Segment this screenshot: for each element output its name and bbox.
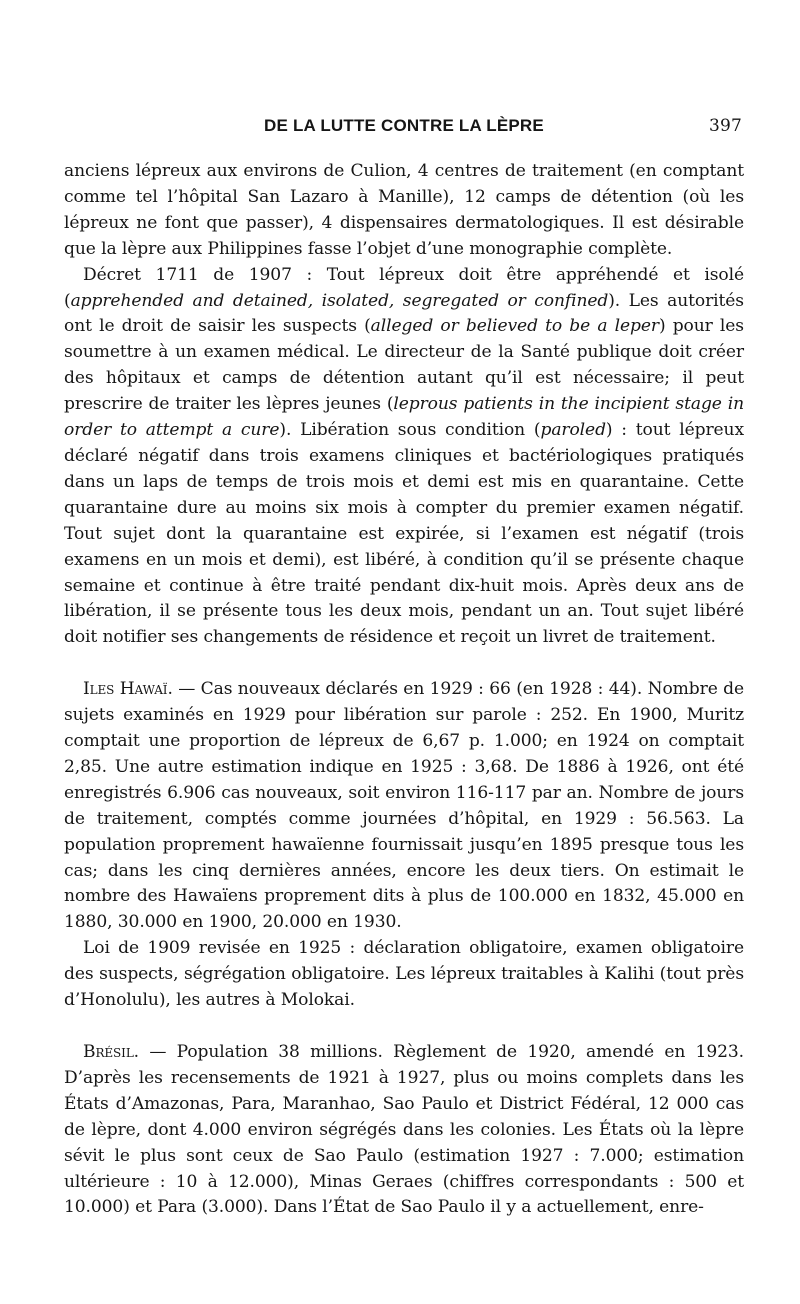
body-text (64, 159, 744, 1221)
paragraph-bresil (64, 1040, 744, 1221)
decree-text-3: ) pour les soumettre à un examen médical. Le directeur de la Santé publique doit créer des hôpitaux et camps de détention autant qu’il est nécessaire; il peut prescrire de traiter les lèpres jeunes ( (64, 316, 744, 415)
section-heading-hawaii: Iles Hawaï. (83, 679, 173, 700)
paragraph-philippines-end: anciens lépreux aux environs de Culion, 4 centres de traitement (en comptant comme tel l’hôpital San Lazaro à Manille), 12 camps de détention (où les lépreux ne font que passer), 4 dispensaires dermatologiques. Il est désirable que la lèpre aux Philippines fasse l’objet d’une monographie complète. (64, 161, 744, 259)
decree-english-1: apprehended and detained, isolated, segregated or confined (70, 290, 609, 311)
decree-text-4: ). Libération sous condition ( (279, 420, 541, 441)
decree-english-4: paroled (540, 420, 606, 441)
decree-english-3: leprous patients in the incipient stage in order to attempt a cure (64, 394, 744, 441)
decree-english-2: alleged or believed to be a leper (370, 316, 659, 337)
running-title: DE LA LUTTE CONTRE LA LÈPRE (264, 116, 544, 135)
bresil-text: — Population 38 millions. Règlement de 1920, amendé en 1923. D’après les recensements de 1921 à 1927, plus ou moins complets dans les États d’Amazonas, Para, Maranhao, Sao Paulo et District Fédéral, 12 000 cas de lèpre, dont 4.000 environ ségrégés dans les colonies. Les États où la lèpre sévit le plus sont ceux de Sao Paulo (estimation 1927 : 7.000; estimation ultérieure : 10 à 12.000), Minas Geraes (chiffres correspondants : 500 et 10.000) et Para (3.000). Dans l’État de Sao Paulo il y a actuellement, enre- (64, 1042, 744, 1218)
section-heading-bresil: Brésil. (83, 1042, 140, 1062)
book-page (64, 112, 744, 1221)
paragraph-hawaii (64, 677, 744, 936)
paragraph-law-1909: Loi de 1909 revisée en 1925 : déclaration obligatoire, examen obligatoire des suspects, ségrégation obligatoire. Les lépreux traitables à Kalihi (tout près d’Honolulu), les autres à Molokai. (64, 938, 744, 1011)
hawaii-text: — Cas nouveaux déclarés en 1929 : 66 (en 1928 : 44). Nombre de sujets examinés en 1929 pour libération sur parole : 252. En 1900, Muritz comptait une proportion de lépreux de 6,67 p. 1.000; en 1924 on comptait 2,85. Une autre estimation indique en 1925 : 3,68. De 1886 à 1926, ont été enregistrés 6.906 cas nouveaux, soit environ 116-117 par an. Nombre de jours de traitement, comptés comme journées d’hôpital, en 1929 : 56.563. La population proprement hawaïenne fournissait jusqu’en 1895 presque tous les cas; dans les cinq dernières années, encore les deux tiers. On estimait le nombre des Hawaïens proprement dits à plus de 100.000 en 1832, 45.000 en 1880, 30.000 en 1900, 20.000 en 1930. (64, 679, 744, 933)
decree-text-1: Décret 1711 de 1907 : Tout lépreux doit être appréhendé et isolé ( (64, 264, 744, 311)
decree-text-2: ). Les autorités ont le droit de saisir les suspects ( (64, 290, 744, 337)
running-header (64, 112, 744, 142)
page-number: 397 (708, 116, 742, 136)
decree-text-5: ) : tout lépreux déclaré négatif dans trois examens cliniques et bactériologiques pratiqués dans un laps de temps de trois mois et demi est mis en quarantaine. Cette quarantaine dure au moins six mois à compter du premier examen négatif. Tout sujet dont la quarantaine est expirée, si l’examen est négatif (trois examens en un mois et demi), est libéré, à condition qu’il se présente chaque semaine et continue à être traité pendant dix-huit mois. Après deux ans de libération, il se présente tous les deux mois, pendant un an. Tout sujet libéré doit notifier ses changements de résidence et reçoit un livret de traitement. (64, 420, 744, 648)
paragraph-decree-1711 (64, 263, 744, 652)
